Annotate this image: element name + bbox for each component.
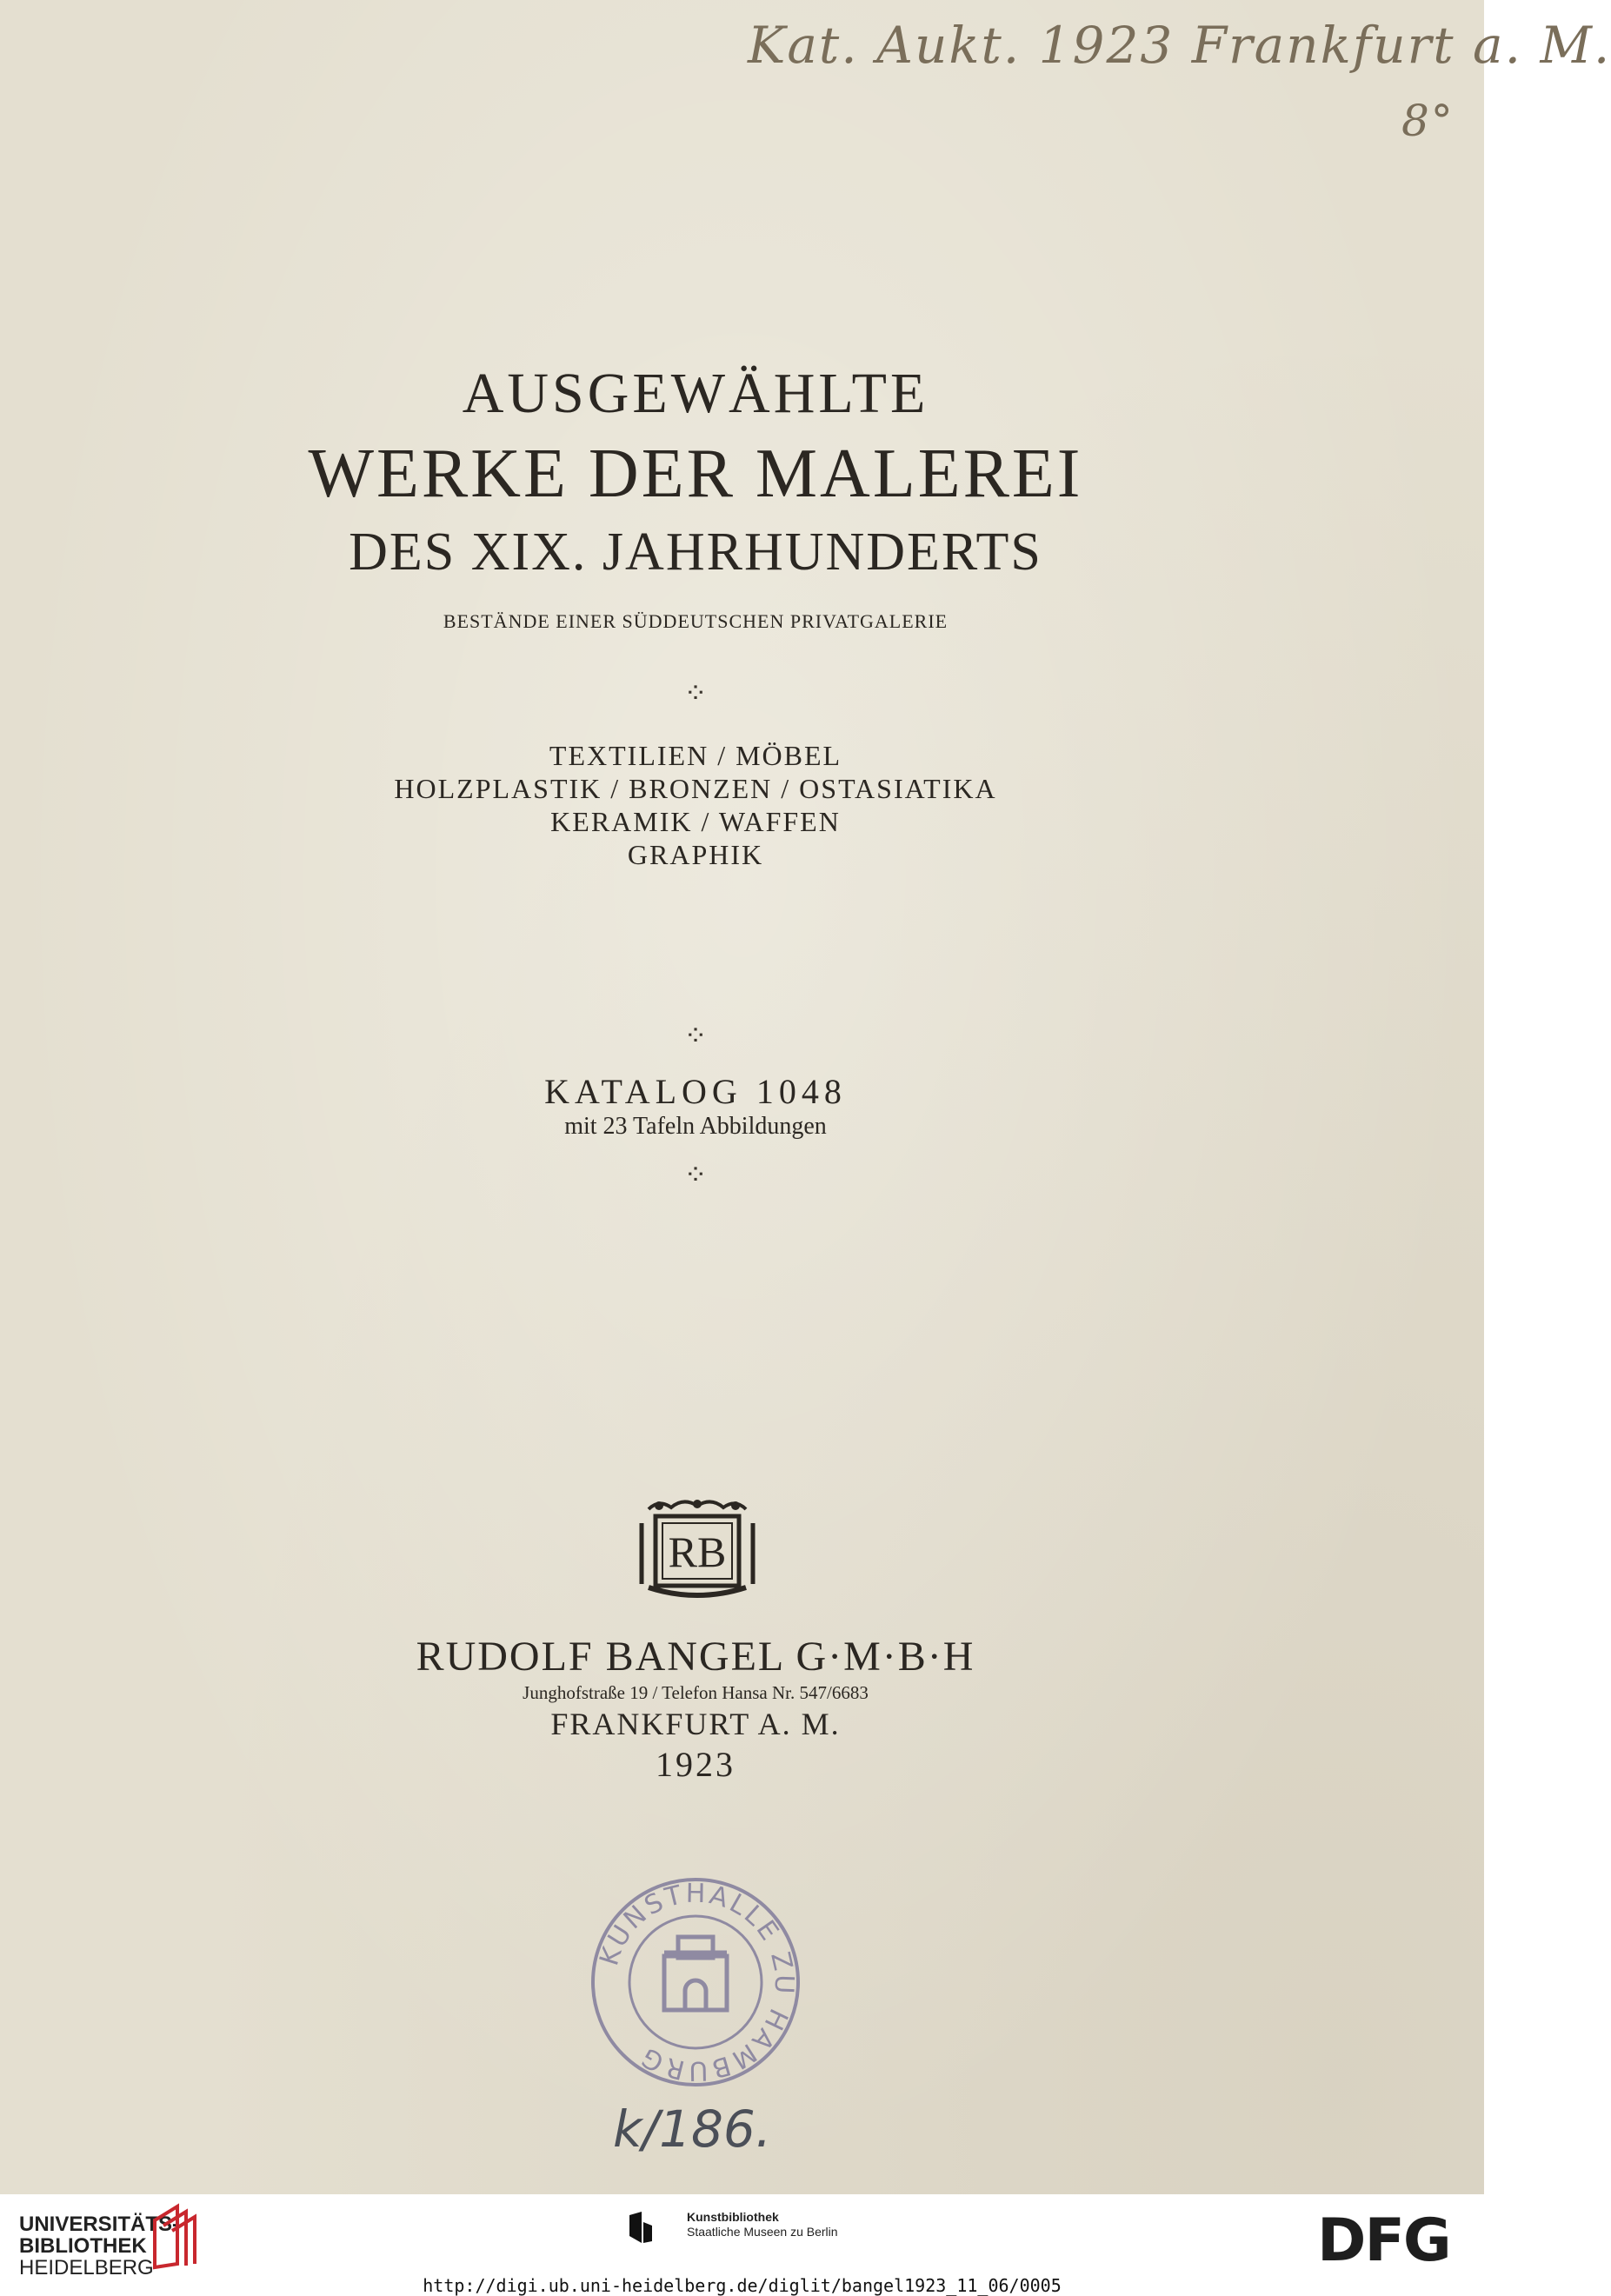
monogram-text: RB xyxy=(668,1527,727,1576)
category-line: TEXTILIEN / MÖBEL xyxy=(549,740,842,771)
kunstbibliothek-label[interactable] xyxy=(687,2210,838,2239)
library-stamp-icon xyxy=(582,1869,809,2095)
catalog-number: KATALOG 1048 xyxy=(544,1072,847,1111)
category-line: KERAMIK / WAFFEN xyxy=(550,806,841,837)
ornament-icon: ⁘ xyxy=(683,1159,708,1190)
category-line: GRAPHIK xyxy=(627,839,764,870)
publisher-name: RUDOLF BANGEL G·M·B·H xyxy=(416,1634,975,1680)
title-line-3: DES XIX. JAHRHUNDERTS xyxy=(349,522,1042,582)
category-list xyxy=(0,739,1391,871)
publication-year: 1923 xyxy=(656,1745,736,1784)
title-line-2: WERKE DER MALEREI xyxy=(308,436,1083,512)
publisher-address: Junghofstraße 19 / Telefon Hansa Nr. 547/6683 xyxy=(523,1682,869,1703)
castle-icon xyxy=(664,1937,727,2010)
university-book-icon xyxy=(150,2203,198,2271)
publisher-monogram-logo xyxy=(633,1497,762,1601)
uni-line: HEIDELBERG xyxy=(19,2256,154,2279)
category-line: HOLZPLASTIK / BRONZEN / OSTASIATIKA xyxy=(394,773,997,804)
handwritten-note: Kat. Aukt. 1923 Frankfurt a. M. xyxy=(748,16,1611,75)
kb-line: Staatliche Museen zu Berlin xyxy=(687,2225,838,2239)
handwritten-format-note: 8° xyxy=(1401,96,1455,146)
subtitle: BESTÄNDE EINER SÜDDEUTSCHEN PRIVATGALERIE xyxy=(443,610,949,632)
ornament-icon: ⁘ xyxy=(683,677,708,709)
dfg-logo[interactable]: DFG xyxy=(1317,2206,1450,2275)
ornament-icon: ⁘ xyxy=(683,1020,708,1051)
publisher-city: FRANKFURT A. M. xyxy=(550,1707,841,1741)
handwritten-shelfmark: k/186. xyxy=(613,2100,772,2159)
stamp-text: KUNSTHALLE ZU HAMBURG xyxy=(594,1878,800,2086)
title-line-1: AUSGEWÄHLTE xyxy=(462,362,929,425)
kb-line: Kunstbibliothek xyxy=(687,2210,779,2224)
footer-bar xyxy=(0,2194,1484,2296)
permalink-url[interactable]: http://digi.ub.uni-heidelberg.de/diglit/bangel1923_11_06/0005 xyxy=(423,2275,1062,2296)
kunstbibliothek-logo-icon xyxy=(628,2210,654,2245)
uni-line: UNIVERSITÄTS- xyxy=(19,2213,180,2236)
uni-line: BIBLIOTHEK xyxy=(19,2234,147,2258)
catalog-plates: mit 23 Tafeln Abbildungen xyxy=(564,1113,827,1140)
